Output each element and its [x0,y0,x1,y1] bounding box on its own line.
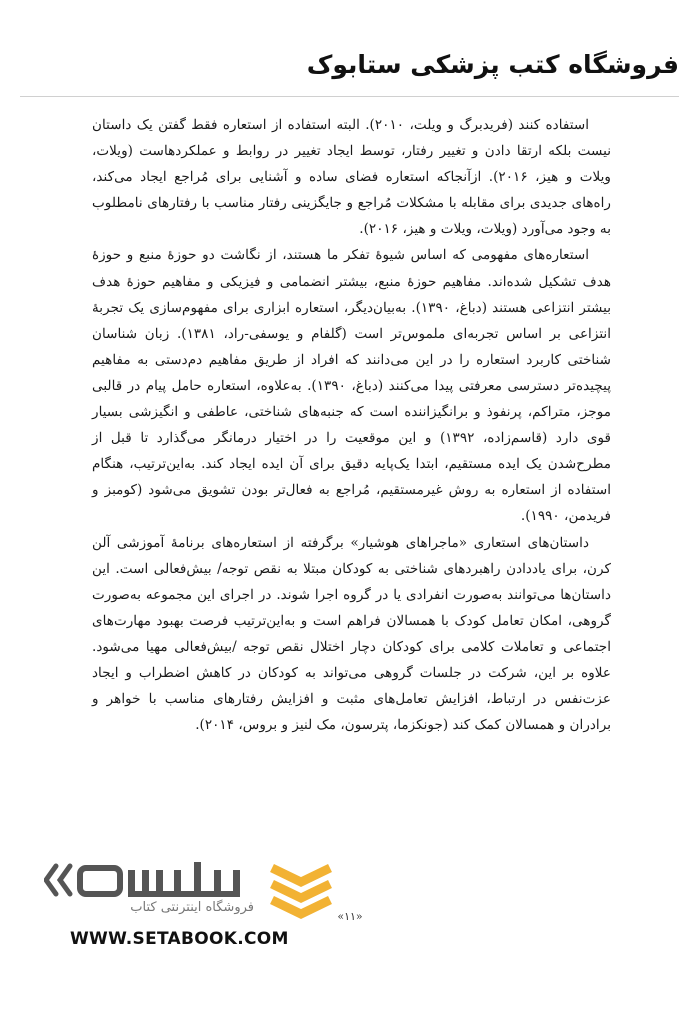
paragraph-2: استعاره‌های مفهومی که اساس شیوۀ تفکر ما هستند، از نگاشت دو حوزۀ منبع و حوزۀ هدف تشکیل شده‌اند. مفاهیم حوزۀ منبع، بیشتر انضمامی و فیزیکی و مفاهیم حوزۀ هدف بیشتر انتزاعی هستند (دباغ، ۱۳۹۰). به‌بیان‌دیگر، استعاره ابزاری برای مفهوم‌سازی یک تجربۀ انتزاعی بر اساس تجربه‌ای ملموس‌تر است (گلفام و یوسفی-راد، ۱۳۸۱). زبان شناسان شناختی کاربرد استعاره را در این می‌دانند که افراد از طریق مفاهیم دم‌دستی به مفاهیم پیچیده‌تر دسترسی معرفتی پیدا می‌کنند (دباغ، ۱۳۹۰). به‌علاوه، استعاره حامل پیام در قالبی موجز، متراکم، پرنفوذ و برانگیزاننده است که جنبه‌های شناختی، عاطفی و انگیزشی بسیار قوی دارد (قاسم‌زاده، ۱۳۹۲) و این موقعیت را در اختیار درمانگر می‌گذارد تا قبل از مطرح‌شدن یک ایده مستقیم، ابتدا یک‌پایه دقیق برای آن ایده ایجاد کند. به‌این‌ترتیب، هنگام استفاده از استعاره به روش غیرمستقیم، مُراجع به فعال‌تر بودن تشویق می‌شود (کومبز و فریدمن، ۱۹۹۰). [92,247,611,525]
paragraph-3: داستان‌های استعاری «ماجراهای هوشیار» برگرفته از استعاره‌های برنامۀ آموزشی آلن کرن، برای یاددادن راهبردهای شناختی به کودکان مبتلا به نقص توجه/ بیش‌فعالی است. این داستان‌ها می‌توانند به‌صورت انفرادی یا در گروه اجرا شوند. در اجرای این مجموعه به‌صورت گروهی، امکان تعامل کودک با همسالان فراهم است و به‌این‌ترتیب فرصت بهبود مهارت‌های اجتماعی و تعاملات کلامی برای کودکان دچار اختلال نقص توجه /بیش‌فعالی مهیا می‌شود. علاوه بر این، شرکت در جلسات گروهی می‌تواند به کودکان در کاهش اضطراب و ایجاد عزت‌نفس در ارتباط، افزایش تعامل‌های مثبت و افزایش رفتارهای مناسب با خواهر و برادران و همسالان کمک کند (جونکزما، پترسون، مک لنیز و بروس، ۲۰۱۴). [92,534,611,734]
brand-tagline: فروشگاه اینترنتی کتاب [130,900,254,915]
body-text [92,112,611,738]
setabook-logo [44,860,314,922]
brand-wordmark-icon [44,860,254,900]
website-url: WWW.SETABOOK.COM [70,929,289,949]
page-number: «۱۱» [337,910,363,923]
paragraph-1: استفاده کنند (فریدبرگ و ویلت، ۲۰۱۰). البته استفاده از استعاره فقط گفتن یک داستان نیست بلکه ارتقا دادن و تغییر رفتار، توسط ایجاد تغییر در روابط و عملکردهاست (ویلات، ویلات و هیز، ۲۰۱۶). ازآنجاکه استعاره فضای ساده و آشنایی برای مُراجع ایجاد می‌کند، راه‌های جدیدی برای مقابله با مشکلات مُراجع و جایگزینی رفتار مناسب با رفتارهای نامطلوب به وجود می‌آورد (ویلات، ویلات و هیز، ۲۰۱۶). [92,117,611,238]
book-stack-logo-icon [266,860,336,920]
header-divider [20,96,679,97]
page-title: فروشگاه کتب پزشکی ستابوک [306,50,679,79]
